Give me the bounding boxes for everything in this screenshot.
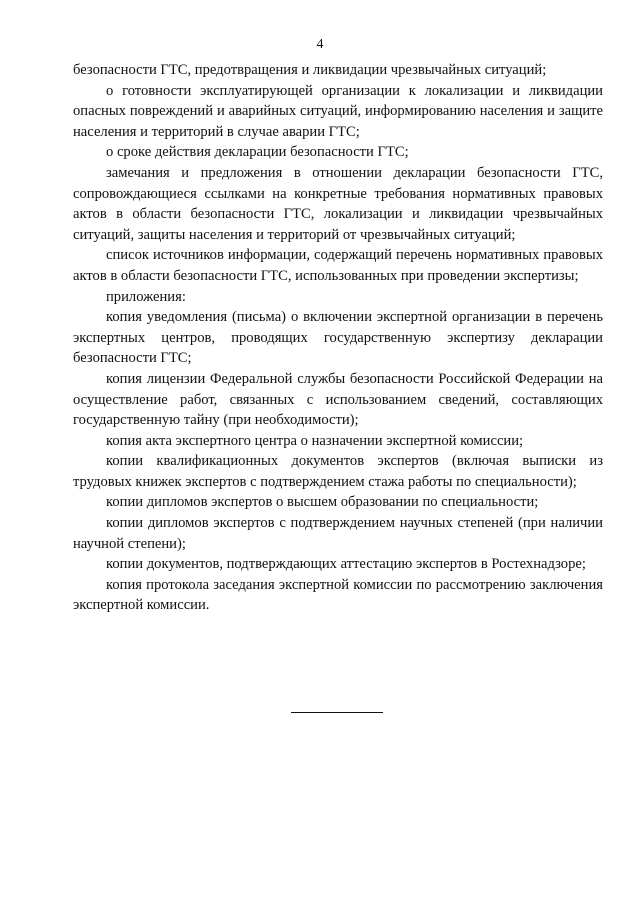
paragraph-3: о сроке действия декларации безопасности ГТС;	[106, 144, 409, 161]
closing-divider-line	[291, 712, 383, 713]
paragraph-7: копия уведомления (письма) о включении экспертной организации в перечень экспертных центров, проводящих государственную экспертизу декларации безопасности ГТС;	[73, 309, 603, 367]
paragraph-6: приложения:	[106, 288, 186, 305]
paragraph-13: копии документов, подтверждающих аттестацию экспертов в Ростехнадзоре;	[106, 556, 586, 573]
paragraph-14: копия протокола заседания экспертной комиссии по рассмотрению заключения экспертной комиссии.	[73, 576, 603, 614]
paragraph-5: список источников информации, содержащий перечень нормативных правовых актов в области безопасности ГТС, использованных при проведении экспертизы;	[73, 247, 603, 284]
paragraph-8: копия лицензии Федеральной службы безопасности Российской Федерации на осуществление работ, связанных с использованием сведений, составляющих государственную тайну (при необходимости);	[73, 370, 603, 429]
paragraph-12: копии дипломов экспертов с подтверждением научных степеней (при наличии научной степени);	[73, 515, 603, 552]
paragraph-2: о готовности эксплуатирующей организации к локализации и ликвидации опасных повреждений и аварийных ситуаций, информированию населения и защите населения и территорий в случае аварии ГТС;	[73, 82, 603, 140]
paragraph-4: замечания и предложения в отношении декларации безопасности ГТС, сопровождающиеся ссылками на конкретные требования нормативных правовых актов в области безопасности ГТС, локализации и ликвидации чрезвычайных ситуаций, защиты населения и территорий от чрезвычайных ситуаций;	[73, 164, 603, 243]
document-body	[73, 60, 603, 616]
paragraph-11: копии дипломов экспертов о высшем образовании по специальности;	[106, 494, 539, 511]
paragraph-9: копия акта экспертного центра о назначении экспертной комиссии;	[106, 432, 524, 449]
paragraph-1: безопасности ГТС, предотвращения и ликвидации чрезвычайных ситуаций;	[73, 62, 547, 78]
page-number: 4	[316, 37, 324, 52]
paragraph-10: копии квалификационных документов экспертов (включая выписки из трудовых книжек экспертов с подтверждением стажа работы по специальности);	[73, 453, 603, 490]
